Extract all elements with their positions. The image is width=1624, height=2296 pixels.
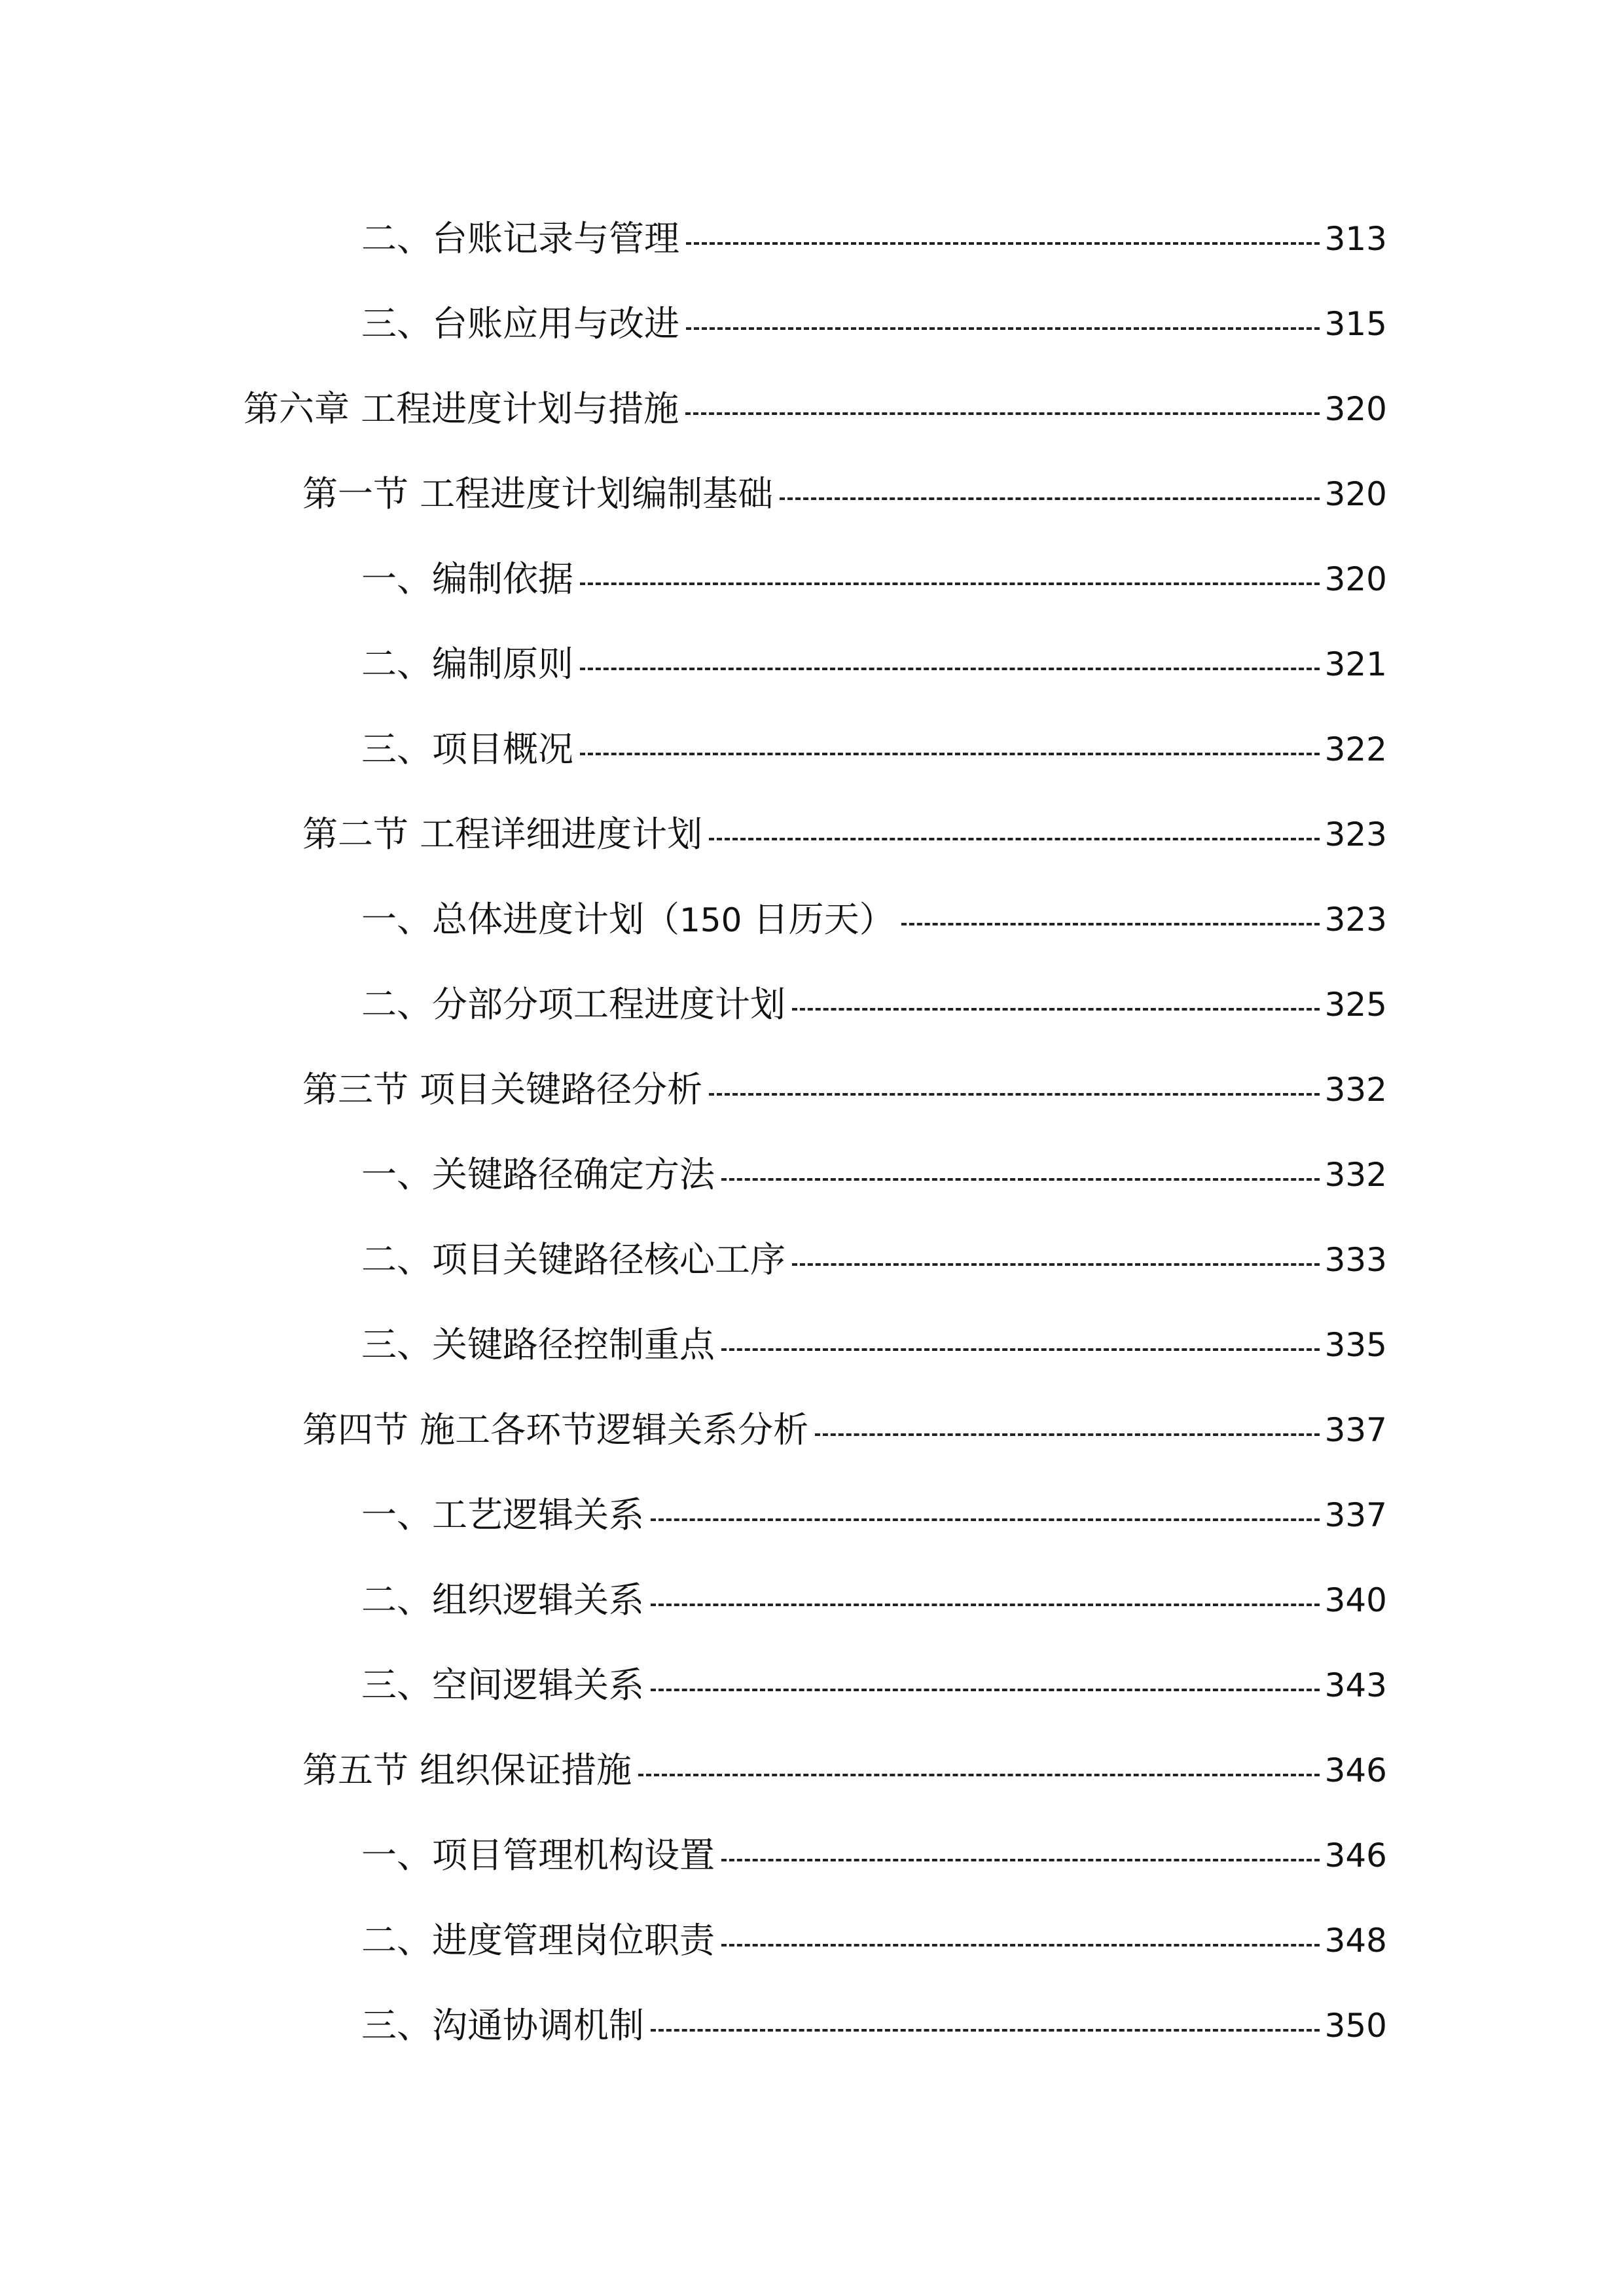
dot-leader bbox=[792, 1263, 1320, 1266]
dot-leader bbox=[709, 1093, 1319, 1096]
toc-entry-label: 二、台账记录与管理 bbox=[361, 218, 679, 259]
toc-entry-page-number: 333 bbox=[1324, 1241, 1387, 1279]
toc-entry-page-number: 337 bbox=[1324, 1496, 1387, 1534]
toc-entry[interactable] bbox=[361, 1145, 1387, 1204]
toc-entry[interactable] bbox=[361, 209, 1387, 268]
toc-entry-page-number: 315 bbox=[1324, 305, 1387, 343]
toc-entry-label: 三、关键路径控制重点 bbox=[361, 1324, 715, 1365]
toc-entry-page-number: 335 bbox=[1324, 1326, 1387, 1364]
toc-section-entry[interactable] bbox=[302, 465, 1387, 524]
toc-entry-label: 一、关键路径确定方法 bbox=[361, 1154, 715, 1195]
toc-entry-page-number: 340 bbox=[1324, 1581, 1387, 1619]
toc-entry-page-number: 313 bbox=[1324, 220, 1387, 258]
toc-entry[interactable] bbox=[361, 635, 1387, 694]
toc-entry-page-number: 348 bbox=[1324, 1922, 1387, 1960]
dot-leader bbox=[651, 1518, 1320, 1521]
dot-leader bbox=[721, 1178, 1320, 1181]
toc-entry-label: 二、进度管理岗位职责 bbox=[361, 1920, 715, 1961]
toc-entry-page-number: 332 bbox=[1324, 1071, 1387, 1109]
toc-entry-page-number: 350 bbox=[1324, 2007, 1387, 2045]
toc-entry-label-suffix: 日历天） bbox=[742, 898, 895, 940]
dot-leader bbox=[709, 838, 1319, 840]
toc-entry-page-number: 346 bbox=[1324, 1837, 1387, 1874]
toc-entry-page-number: 320 bbox=[1324, 390, 1387, 428]
toc-entry[interactable] bbox=[361, 550, 1387, 609]
toc-entry[interactable] bbox=[361, 975, 1387, 1034]
toc-entry[interactable] bbox=[361, 1230, 1387, 1289]
toc-entry-label: 二、组织逻辑关系 bbox=[361, 1579, 644, 1621]
toc-entry-label-prefix: 一、总体进度计划（ bbox=[361, 898, 679, 940]
toc-entry[interactable] bbox=[361, 1911, 1387, 1970]
toc-entry-label bbox=[361, 890, 901, 950]
toc-entry-page-number: 321 bbox=[1324, 645, 1387, 683]
dot-leader bbox=[580, 583, 1320, 585]
toc-entry[interactable] bbox=[361, 1826, 1387, 1885]
toc-entry-page-number: 322 bbox=[1324, 730, 1387, 768]
toc-section-entry[interactable] bbox=[302, 805, 1387, 864]
toc-entry-label: 第四节 施工各环节逻辑关系分析 bbox=[302, 1409, 809, 1450]
toc-section-entry[interactable] bbox=[302, 1401, 1387, 1460]
toc-entry-page-number: 320 bbox=[1324, 560, 1387, 598]
dot-leader bbox=[580, 668, 1320, 670]
toc-entry-label-number: 150 bbox=[679, 901, 742, 939]
toc-entry-label: 一、工艺逻辑关系 bbox=[361, 1494, 644, 1535]
toc-entry[interactable] bbox=[361, 720, 1387, 779]
toc-entry-label: 第三节 项目关键路径分析 bbox=[302, 1069, 703, 1110]
toc-chapter-entry[interactable] bbox=[244, 380, 1387, 439]
dot-leader bbox=[651, 1604, 1320, 1606]
toc-entry-page-number: 337 bbox=[1324, 1411, 1387, 1449]
toc-entry[interactable] bbox=[361, 1316, 1387, 1374]
dot-leader bbox=[901, 923, 1320, 925]
toc-entry-label: 三、台账应用与改进 bbox=[361, 303, 679, 344]
toc-entry-label: 二、编制原则 bbox=[361, 643, 573, 685]
toc-entry-label: 三、沟通协调机制 bbox=[361, 2005, 644, 2046]
toc-entry-label: 一、项目管理机构设置 bbox=[361, 1835, 715, 1876]
toc-entry-label: 二、项目关键路径核心工序 bbox=[361, 1239, 785, 1280]
dot-leader bbox=[651, 1689, 1320, 1691]
dot-leader bbox=[792, 1008, 1320, 1011]
toc-entry-label: 第五节 组织保证措施 bbox=[302, 1749, 632, 1791]
dot-leader bbox=[651, 2029, 1320, 2032]
toc-entry[interactable] bbox=[361, 295, 1387, 353]
dot-leader bbox=[686, 327, 1320, 330]
toc-section-entry[interactable] bbox=[302, 1060, 1387, 1119]
dot-leader bbox=[686, 242, 1320, 245]
toc-entry-label: 第六章 工程进度计划与措施 bbox=[244, 388, 679, 429]
toc-entry-label: 第一节 工程进度计划编制基础 bbox=[302, 473, 774, 514]
toc-entry-label: 二、分部分项工程进度计划 bbox=[361, 984, 785, 1025]
toc-entry[interactable] bbox=[361, 1996, 1387, 2055]
dot-leader bbox=[580, 753, 1320, 755]
dot-leader bbox=[721, 1859, 1320, 1861]
toc-entry[interactable] bbox=[361, 890, 1387, 949]
toc-entry[interactable] bbox=[361, 1656, 1387, 1715]
toc-entry[interactable] bbox=[361, 1571, 1387, 1630]
toc-entry-page-number: 346 bbox=[1324, 1751, 1387, 1789]
dot-leader bbox=[721, 1348, 1320, 1351]
toc-entry-page-number: 323 bbox=[1324, 816, 1387, 853]
toc-entry-label: 一、编制依据 bbox=[361, 558, 573, 600]
toc-entry-page-number: 323 bbox=[1324, 901, 1387, 939]
toc-entry-page-number: 325 bbox=[1324, 986, 1387, 1024]
toc-entry-page-number: 343 bbox=[1324, 1666, 1387, 1704]
toc-entry-page-number: 320 bbox=[1324, 475, 1387, 513]
toc-entry-label: 三、项目概况 bbox=[361, 728, 573, 770]
toc-entry-label: 三、空间逻辑关系 bbox=[361, 1664, 644, 1706]
toc-section-entry[interactable] bbox=[302, 1741, 1387, 1800]
dot-leader bbox=[721, 1944, 1320, 1946]
toc-entry-label: 第二节 工程详细进度计划 bbox=[302, 814, 703, 855]
dot-leader bbox=[815, 1433, 1319, 1436]
toc-entry-page-number: 332 bbox=[1324, 1156, 1387, 1194]
dot-leader bbox=[638, 1774, 1319, 1776]
toc-entry[interactable] bbox=[361, 1486, 1387, 1545]
dot-leader bbox=[780, 497, 1319, 500]
dot-leader bbox=[685, 412, 1319, 415]
